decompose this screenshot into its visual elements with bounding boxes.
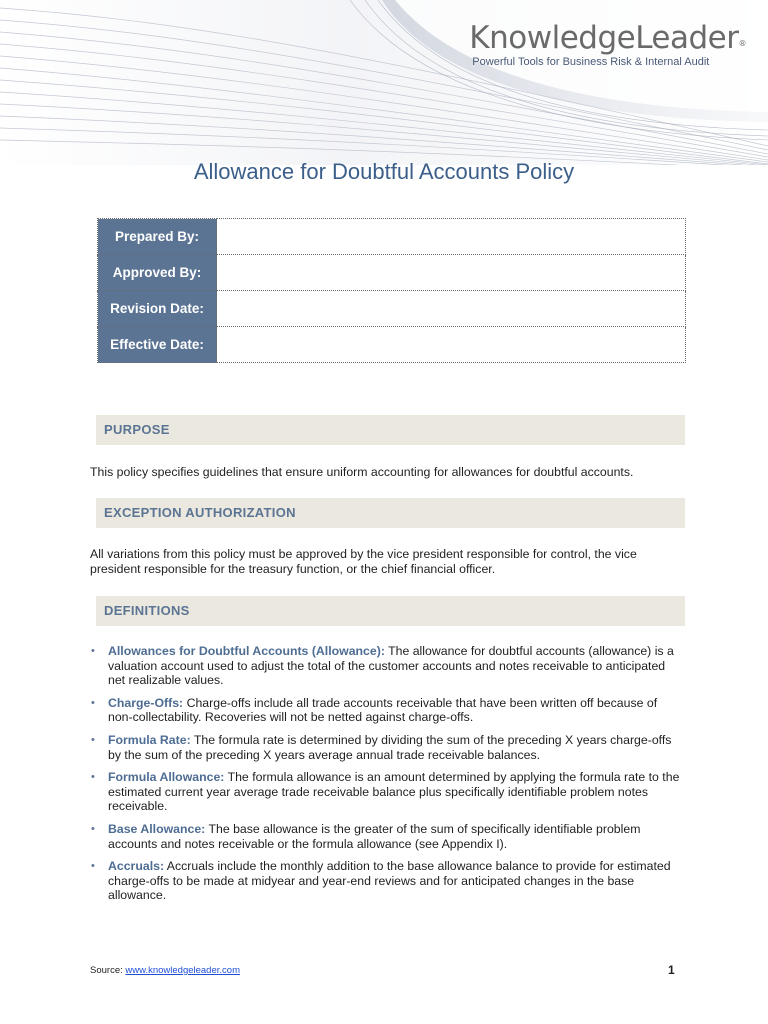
source-link[interactable]: www.knowledgeleader.com (125, 965, 240, 976)
list-item (90, 733, 680, 762)
brand-logo (469, 18, 746, 68)
definitions-list (90, 644, 680, 911)
exception-authorization-text: All variations from this policy must be approved by the vice president responsible for control, the vice president responsible for the treasury function, or the chief financial officer. (90, 547, 637, 576)
table-row (98, 291, 686, 327)
registered-mark: ® (738, 39, 746, 48)
list-item (90, 770, 680, 814)
page-number: 1 (668, 963, 675, 977)
list-item (90, 822, 680, 851)
prepared-by-label: Prepared By: (98, 219, 217, 255)
approval-info-table (97, 218, 686, 363)
definition-term: Base Allowance: (108, 821, 206, 836)
table-row (98, 255, 686, 291)
definition-text: Charge-offs include all trade accounts receivable that have been written off because of non-collectability. Recoveries will not be netted against charge-offs. (108, 695, 658, 725)
bullet-icon: • (91, 860, 95, 873)
purpose-heading: PURPOSE (96, 415, 685, 445)
definition-term: Accruals: (108, 859, 165, 874)
bullet-icon: • (91, 822, 95, 835)
exception-authorization-heading: EXCEPTION AUTHORIZATION (96, 498, 685, 528)
definition-term: Formula Allowance: (108, 770, 225, 785)
brand-name: KnowledgeLeader® (469, 20, 746, 56)
definition-text: The allowance for doubtful accounts (allowance) is a valuation account used to adjust the total of the customer accounts and notes receivable to anticipated net realizable values. (108, 644, 674, 688)
definition-text: The formula allowance is an amount determined by applying the formula rate to the estimated current year average trade receivable balance plus specifically identifiable problem notes receivable. (108, 770, 680, 814)
bullet-icon: • (91, 696, 95, 709)
definition-text: The base allowance is the greater of the sum of specifically identifiable problem accounts and notes receivable or the formula allowance (see Appendix I). (108, 821, 641, 851)
revision-date-label: Revision Date: (98, 291, 217, 327)
table-row (98, 327, 686, 363)
document-title: Allowance for Doubtful Accounts Policy (193, 159, 575, 184)
source-label: Source: (90, 965, 126, 976)
definition-term: Charge-Offs: (108, 695, 184, 710)
definition-term: Formula Rate: (108, 732, 191, 747)
approved-by-label: Approved By: (98, 255, 217, 291)
definition-text: The formula rate is determined by dividing the sum of the preceding X years charge-offs by the sum of the preceding X years average annual trade receivable balances. (108, 732, 672, 762)
effective-date-value (217, 327, 686, 363)
definitions-heading: DEFINITIONS (96, 596, 685, 626)
list-item (90, 644, 680, 688)
list-item (90, 696, 680, 725)
list-item (90, 859, 680, 903)
prepared-by-value (217, 219, 686, 255)
approved-by-value (217, 255, 686, 291)
definition-text: Accruals include the monthly addition to the base allowance balance to provide for estimated charge-offs to be made at midyear and year-end reviews and for anticipated changes in the base allowance. (108, 859, 671, 903)
bullet-icon: • (91, 771, 95, 784)
footer-source (90, 965, 240, 976)
effective-date-label: Effective Date: (98, 327, 217, 363)
revision-date-value (217, 291, 686, 327)
table-row (98, 219, 686, 255)
brand-tagline: Powerful Tools for Business Risk & Internal Audit (472, 56, 710, 68)
bullet-icon: • (91, 733, 95, 746)
definition-term: Allowances for Doubtful Accounts (Allowance): (108, 644, 385, 658)
purpose-text: This policy specifies guidelines that ensure uniform accounting for allowances for doubtful accounts. (90, 465, 634, 479)
bullet-icon: • (91, 645, 95, 657)
